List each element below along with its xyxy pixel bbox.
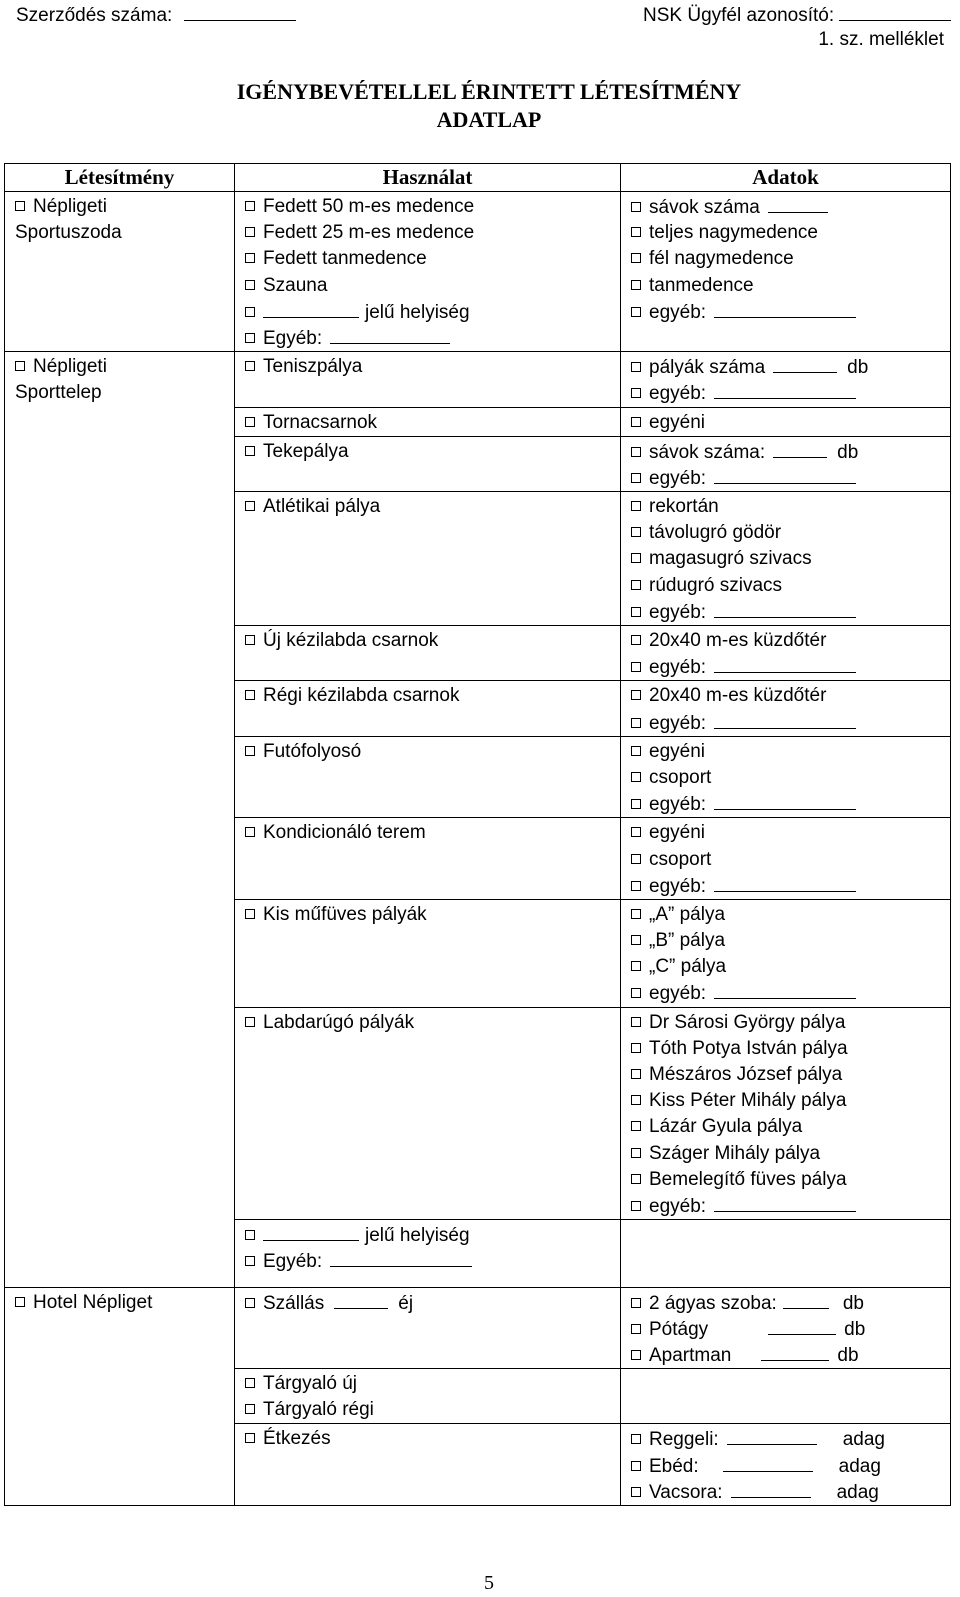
unit-label: db xyxy=(842,1292,864,1314)
checkbox[interactable] xyxy=(631,718,641,728)
data-label: Bemelegítő füves pálya xyxy=(649,1168,847,1190)
usage-cell xyxy=(235,681,621,736)
data-label: egyéb: xyxy=(649,383,707,405)
checkbox[interactable] xyxy=(245,1256,255,1266)
blank-line[interactable] xyxy=(263,1222,359,1241)
data-label: „B” pálya xyxy=(649,930,726,952)
checkbox[interactable] xyxy=(245,307,255,317)
checkbox[interactable] xyxy=(631,1017,641,1027)
usage-label: Kis műfüves pályák xyxy=(263,903,427,925)
data-label: sávok száma xyxy=(649,197,760,218)
usage-label: Labdarúgó pályák xyxy=(263,1011,415,1033)
data-label: egyéni xyxy=(649,411,705,433)
blank-line[interactable] xyxy=(783,1290,829,1309)
data-label: Dr Sárosi György pálya xyxy=(649,1011,846,1033)
checkbox[interactable] xyxy=(631,961,641,971)
data-cell xyxy=(621,818,951,900)
unit-label: db xyxy=(844,1318,866,1340)
data-label: egyéni xyxy=(649,822,705,844)
usage-cell xyxy=(235,1287,621,1369)
facility-table xyxy=(4,163,951,1506)
data-label: Lázár Gyula pálya xyxy=(649,1116,803,1138)
data-label: 2 ágyas szoba: xyxy=(649,1292,777,1314)
blank-line[interactable] xyxy=(714,654,856,673)
data-cell xyxy=(621,1424,951,1506)
unit-label: adag xyxy=(842,1429,885,1451)
column-header-data: Adatok xyxy=(621,164,951,192)
table-header-row xyxy=(5,164,951,192)
checkbox[interactable] xyxy=(245,417,255,427)
checkbox[interactable] xyxy=(245,1017,255,1027)
checkbox[interactable] xyxy=(15,1297,25,1307)
blank-line[interactable] xyxy=(330,1248,472,1267)
data-label: Vacsora: xyxy=(649,1481,723,1503)
data-cell xyxy=(621,681,951,736)
usage-cell xyxy=(235,1007,621,1220)
unit-label: adag xyxy=(836,1481,879,1503)
facility-cell xyxy=(5,352,235,1287)
column-header-usage: Használat xyxy=(235,164,621,192)
client-id-blank[interactable] xyxy=(839,4,951,21)
usage-label: Szállás xyxy=(263,1292,325,1314)
checkbox[interactable] xyxy=(631,1434,641,1444)
checkbox[interactable] xyxy=(631,1324,641,1334)
blank-line[interactable] xyxy=(263,299,359,318)
checkbox[interactable] xyxy=(631,1121,641,1131)
usage-label: Régi kézilabda csarnok xyxy=(263,685,460,707)
usage-cell xyxy=(235,818,621,900)
table-row xyxy=(5,352,951,407)
client-id-label: NSK Ügyfél azonosító: xyxy=(643,5,835,26)
data-label: teljes nagymedence xyxy=(649,222,818,244)
data-label: egyéb: xyxy=(649,601,707,623)
data-label: Száger Mihály pálya xyxy=(649,1142,821,1164)
checkbox[interactable] xyxy=(245,201,255,211)
data-label: 20x40 m-es küzdőtér xyxy=(649,630,827,651)
checkbox[interactable] xyxy=(631,746,641,756)
checkbox[interactable] xyxy=(631,580,641,590)
data-cell xyxy=(621,407,951,436)
usage-cell xyxy=(235,407,621,436)
checkbox[interactable] xyxy=(245,227,255,237)
usage-cell xyxy=(235,436,621,491)
data-cell xyxy=(621,436,951,491)
data-label: egyéb: xyxy=(649,794,707,816)
checkbox[interactable] xyxy=(631,307,641,317)
data-label: távolugró gödör xyxy=(649,522,782,544)
facility-label: Sporttelep xyxy=(15,382,102,404)
blank-line[interactable] xyxy=(714,710,856,729)
usage-cell xyxy=(235,899,621,1007)
checkbox[interactable] xyxy=(245,690,255,700)
checkbox[interactable] xyxy=(631,553,641,563)
data-label: egyéb: xyxy=(649,875,707,897)
usage-label: Fedett tanmedence xyxy=(263,248,427,270)
usage-label: Teniszpálya xyxy=(263,356,363,378)
checkbox[interactable] xyxy=(631,501,641,511)
blank-line[interactable] xyxy=(727,1426,817,1445)
checkbox[interactable] xyxy=(631,1095,641,1105)
contract-number-label: Szerződés száma: xyxy=(16,5,173,26)
checkbox[interactable] xyxy=(245,280,255,290)
checkbox[interactable] xyxy=(15,361,25,371)
facility-label: Hotel Népliget xyxy=(33,1291,153,1313)
usage-cell xyxy=(235,352,621,407)
facility-cell xyxy=(5,1287,235,1506)
data-cell xyxy=(621,1007,951,1220)
checkbox[interactable] xyxy=(631,1174,641,1184)
data-label: 20x40 m-es küzdőtér xyxy=(649,685,827,707)
checkbox[interactable] xyxy=(631,1461,641,1471)
checkbox[interactable] xyxy=(631,1043,641,1053)
checkbox[interactable] xyxy=(631,935,641,945)
data-label: pályák száma xyxy=(649,357,766,379)
unit-label: adag xyxy=(838,1455,881,1477)
facility-label: Népligeti xyxy=(33,356,107,378)
checkbox[interactable] xyxy=(631,227,641,237)
usage-cell xyxy=(235,736,621,818)
checkbox[interactable] xyxy=(631,1298,641,1308)
checkbox[interactable] xyxy=(245,1230,255,1240)
usage-label: Szauna xyxy=(263,274,328,296)
table-row xyxy=(5,192,951,352)
usage-cell xyxy=(235,1369,621,1424)
data-cell xyxy=(621,492,951,626)
checkbox[interactable] xyxy=(631,417,641,427)
checkbox[interactable] xyxy=(245,446,255,456)
data-label: Kiss Péter Mihály pálya xyxy=(649,1090,847,1112)
data-cell xyxy=(621,1287,951,1369)
checkbox[interactable] xyxy=(245,253,255,263)
blank-line[interactable] xyxy=(714,873,856,892)
checkbox[interactable] xyxy=(631,447,641,457)
checkbox[interactable] xyxy=(631,362,641,372)
blank-line[interactable] xyxy=(334,1290,388,1309)
data-cell xyxy=(621,736,951,818)
checkbox[interactable] xyxy=(631,473,641,483)
data-cell xyxy=(621,192,951,352)
blank-line[interactable] xyxy=(723,1453,813,1472)
checkbox[interactable] xyxy=(631,1069,641,1079)
checkbox[interactable] xyxy=(631,988,641,998)
checkbox[interactable] xyxy=(631,854,641,864)
blank-line[interactable] xyxy=(714,1193,856,1212)
table-row xyxy=(5,1287,951,1369)
blank-line[interactable] xyxy=(773,354,837,373)
usage-label: Új kézilabda csarnok xyxy=(263,630,439,651)
data-label: csoport xyxy=(649,848,712,870)
data-label: egyéb: xyxy=(649,301,707,323)
checkbox[interactable] xyxy=(631,827,641,837)
usage-label: Tárgyaló régi xyxy=(263,1399,374,1421)
data-label: egyéb: xyxy=(649,712,707,734)
checkbox[interactable] xyxy=(245,746,255,756)
data-label: egyéb: xyxy=(649,657,707,679)
data-label: tanmedence xyxy=(649,274,754,296)
blank-line[interactable] xyxy=(714,380,856,399)
column-header-facility: Létesítmény xyxy=(5,164,235,192)
data-label: sávok száma: xyxy=(649,441,766,463)
data-label: fél nagymedence xyxy=(649,248,794,270)
checkbox[interactable] xyxy=(631,662,641,672)
usage-label: Fedett 50 m-es medence xyxy=(263,196,475,217)
usage-cell xyxy=(235,492,621,626)
checkbox[interactable] xyxy=(631,1350,641,1360)
checkbox[interactable] xyxy=(631,799,641,809)
usage-label: Egyéb: xyxy=(263,1251,323,1273)
checkbox[interactable] xyxy=(631,909,641,919)
data-label: Reggeli: xyxy=(649,1429,719,1451)
blank-line[interactable] xyxy=(714,599,856,618)
usage-label: jelű helyiség xyxy=(365,301,470,323)
blank-line[interactable] xyxy=(714,299,856,318)
checkbox[interactable] xyxy=(631,280,641,290)
usage-label: Étkezés xyxy=(263,1428,331,1450)
checkbox[interactable] xyxy=(631,1201,641,1211)
checkbox[interactable] xyxy=(245,1378,255,1388)
usage-label: jelű helyiség xyxy=(365,1225,470,1247)
blank-line[interactable] xyxy=(768,194,828,213)
data-label: egyéb: xyxy=(649,1195,707,1217)
usage-cell xyxy=(235,192,621,352)
facility-label: Népligeti xyxy=(33,196,107,217)
blank-line[interactable] xyxy=(761,1342,829,1361)
usage-label: Atlétikai pálya xyxy=(263,496,381,518)
usage-label: Tornacsarnok xyxy=(263,411,378,433)
unit-label: éj xyxy=(398,1292,414,1314)
data-label: egyéni xyxy=(649,740,705,762)
checkbox[interactable] xyxy=(245,361,255,371)
checkbox[interactable] xyxy=(245,827,255,837)
checkbox[interactable] xyxy=(245,333,255,343)
checkbox[interactable] xyxy=(631,1487,641,1497)
data-label: csoport xyxy=(649,766,712,788)
form-subtitle: ADATLAP xyxy=(436,107,542,132)
data-label: Apartman xyxy=(649,1344,732,1366)
data-cell xyxy=(621,1220,951,1287)
checkbox[interactable] xyxy=(245,635,255,645)
blank-line[interactable] xyxy=(731,1479,811,1498)
data-cell xyxy=(621,352,951,407)
checkbox[interactable] xyxy=(245,1298,255,1308)
checkbox[interactable] xyxy=(631,202,641,212)
usage-label: Futófolyosó xyxy=(263,740,362,762)
checkbox[interactable] xyxy=(245,1433,255,1443)
checkbox[interactable] xyxy=(631,881,641,891)
usage-cell xyxy=(235,1424,621,1506)
data-label: rúdugró szivacs xyxy=(649,574,783,596)
blank-line[interactable] xyxy=(714,465,856,484)
checkbox[interactable] xyxy=(631,635,641,645)
checkbox[interactable] xyxy=(631,690,641,700)
blank-line[interactable] xyxy=(714,791,856,810)
checkbox[interactable] xyxy=(631,1148,641,1158)
checkbox[interactable] xyxy=(631,388,641,398)
data-label: Pótágy xyxy=(649,1318,709,1340)
checkbox[interactable] xyxy=(631,527,641,537)
unit-label: db xyxy=(837,441,859,463)
unit-label: db xyxy=(847,357,869,379)
contract-number-field xyxy=(16,4,296,27)
data-label: egyéb: xyxy=(649,983,707,1005)
blank-line[interactable] xyxy=(714,980,856,999)
blank-line[interactable] xyxy=(768,1316,836,1335)
checkbox[interactable] xyxy=(631,772,641,782)
data-label: magasugró szivacs xyxy=(649,548,812,570)
data-label: Mészáros József pálya xyxy=(649,1064,843,1085)
data-cell xyxy=(621,1369,951,1424)
checkbox[interactable] xyxy=(245,1404,255,1414)
checkbox[interactable] xyxy=(245,501,255,511)
usage-label: Tárgyaló új xyxy=(263,1373,357,1395)
usage-label: Tekepálya xyxy=(263,440,349,462)
usage-label: Kondicionáló terem xyxy=(263,822,426,844)
annex-label: 1. sz. melléklet xyxy=(818,29,944,50)
blank-line[interactable] xyxy=(773,439,827,458)
data-label: „C” pálya xyxy=(649,956,727,978)
usage-label: Fedett 25 m-es medence xyxy=(263,222,475,244)
data-label: Ebéd: xyxy=(649,1455,699,1477)
data-label: „A” pálya xyxy=(649,903,726,925)
data-label: egyéb: xyxy=(649,467,707,489)
data-cell xyxy=(621,899,951,1007)
data-label: rekortán xyxy=(649,496,719,518)
facility-cell xyxy=(5,192,235,352)
form-title: IGÉNYBEVÉTELLEL ÉRINTETT LÉTESÍTMÉNY xyxy=(236,79,742,104)
usage-cell xyxy=(235,626,621,681)
facility-label: Sportuszoda xyxy=(15,222,122,244)
checkbox[interactable] xyxy=(15,201,25,211)
checkbox[interactable] xyxy=(245,909,255,919)
page-number: 5 xyxy=(484,1572,494,1594)
usage-label: Egyéb: xyxy=(263,327,323,349)
contract-number-blank[interactable] xyxy=(184,4,296,21)
blank-line[interactable] xyxy=(330,325,450,344)
data-label: Tóth Potya István pálya xyxy=(649,1037,848,1059)
checkbox[interactable] xyxy=(631,253,641,263)
client-id-field xyxy=(643,4,951,27)
data-cell xyxy=(621,626,951,681)
checkbox[interactable] xyxy=(631,607,641,617)
usage-cell xyxy=(235,1220,621,1287)
unit-label: db xyxy=(837,1344,859,1366)
